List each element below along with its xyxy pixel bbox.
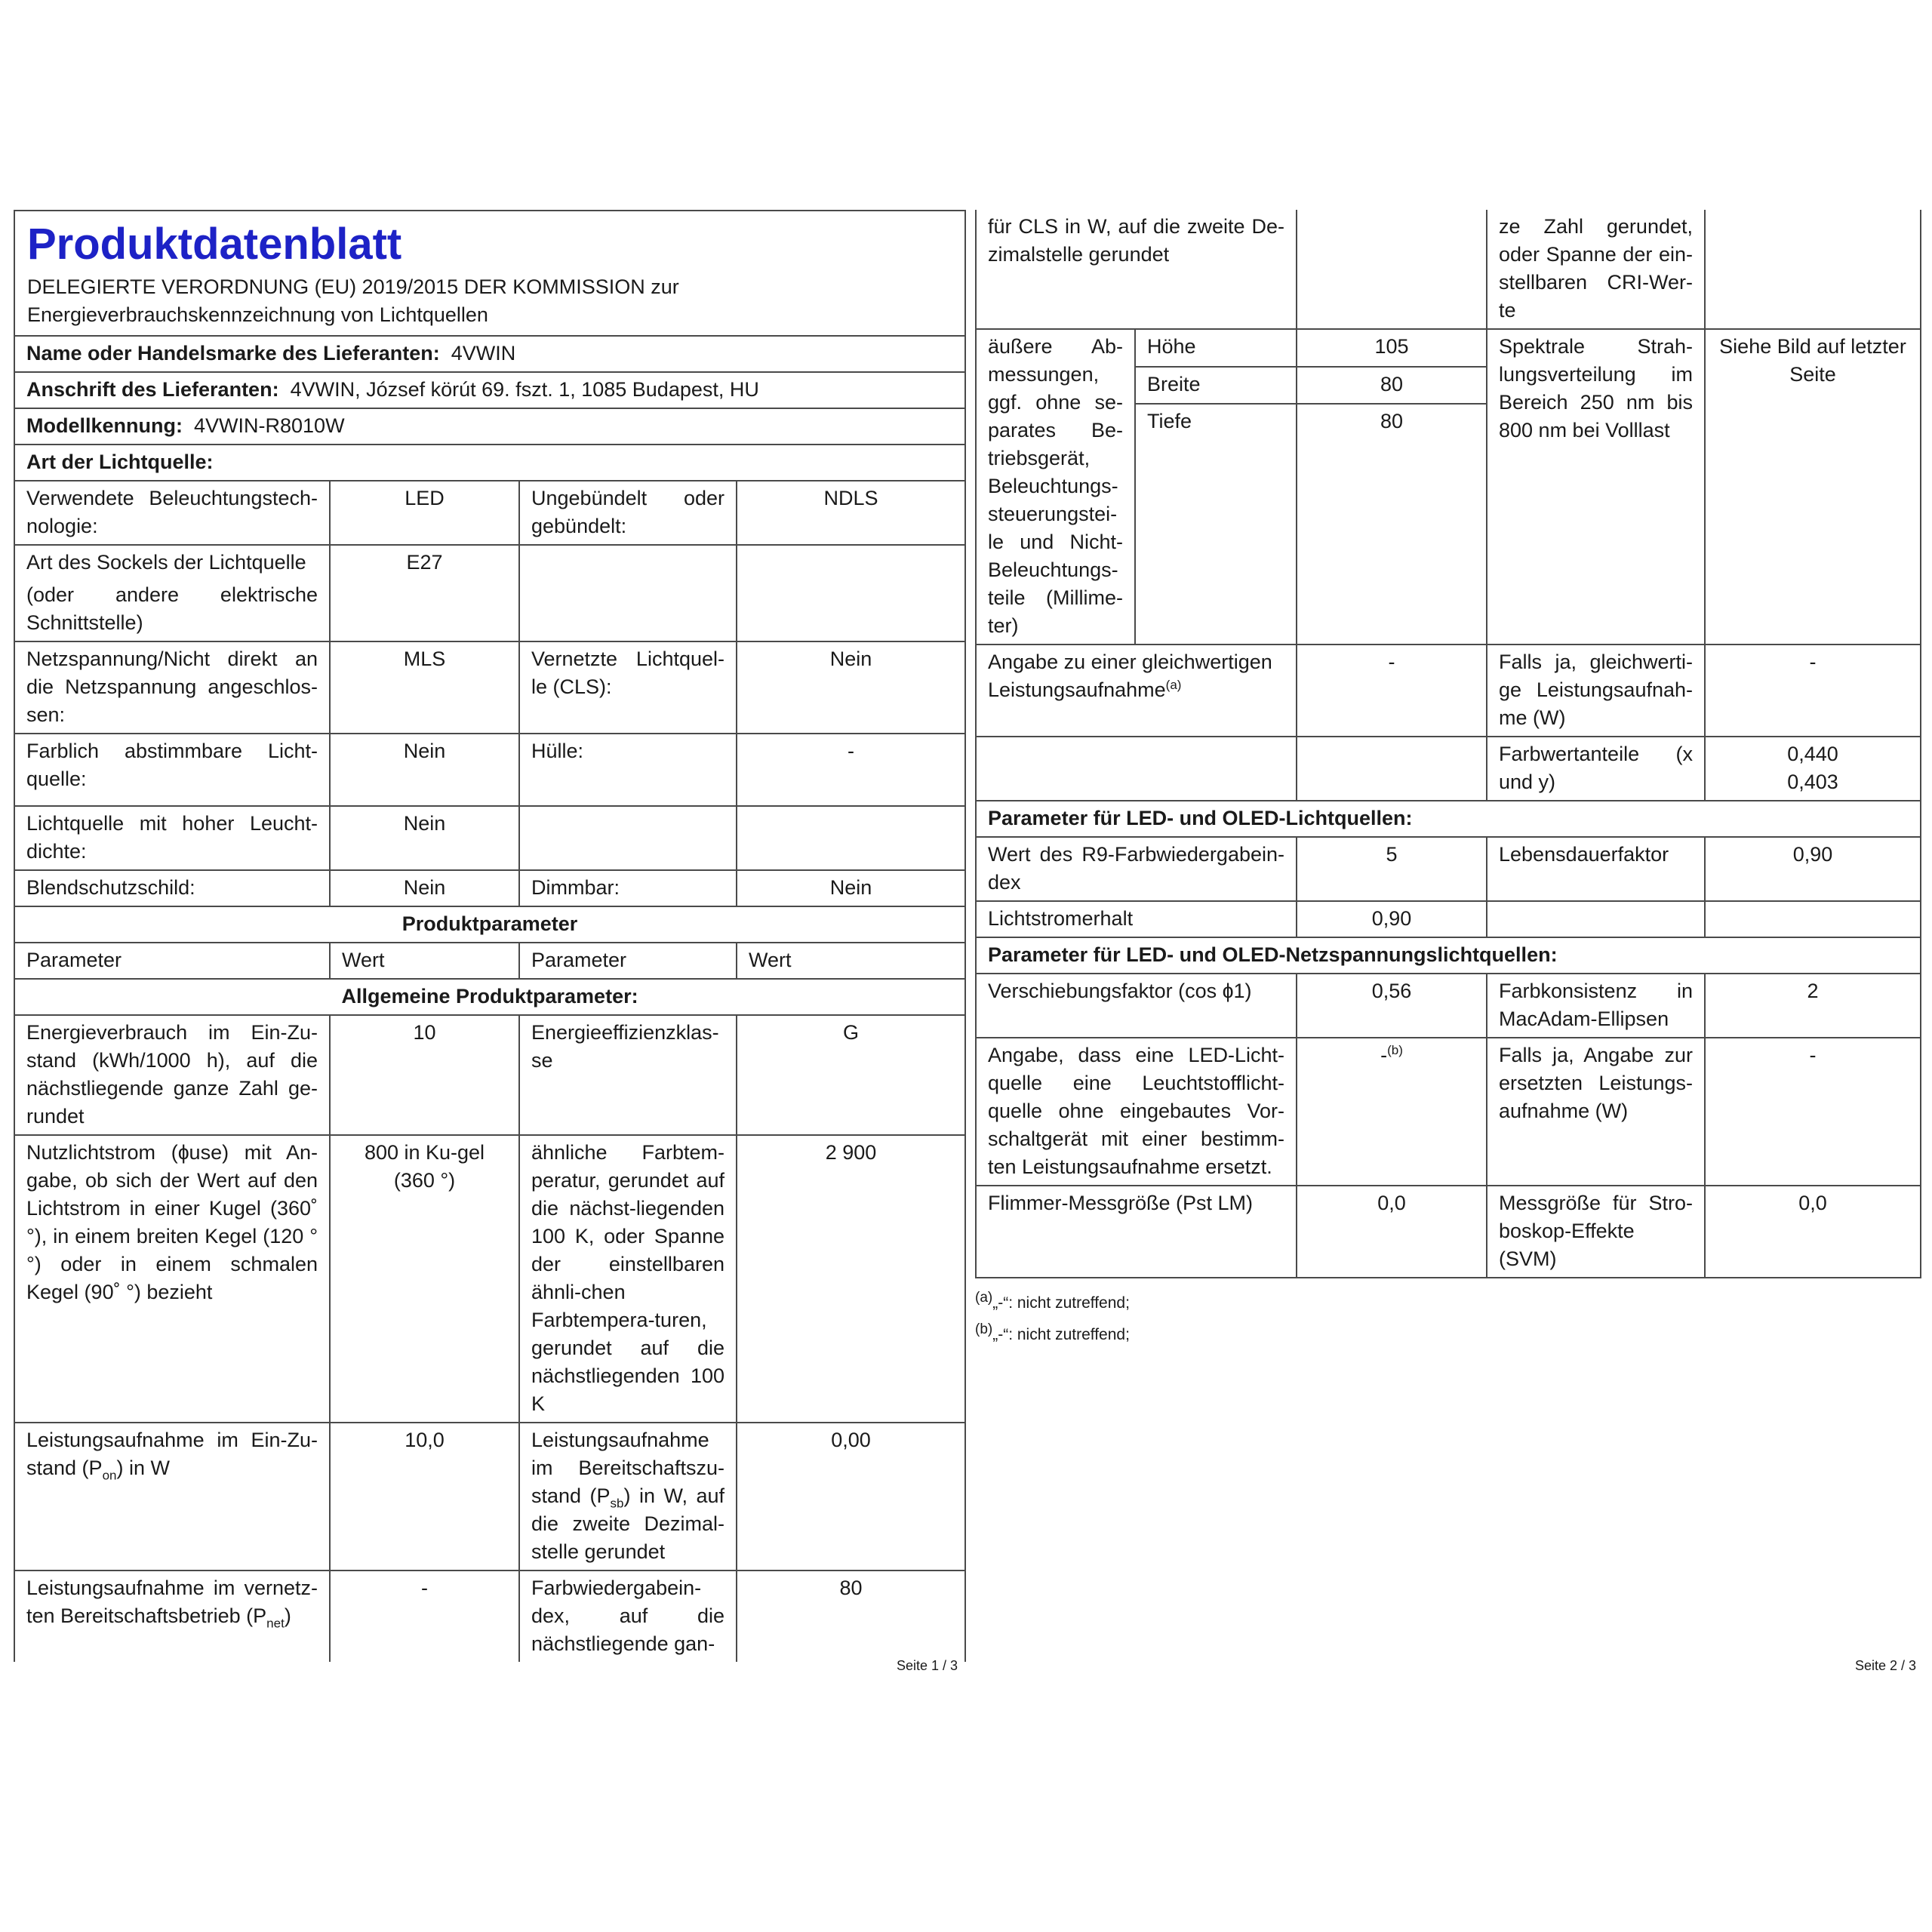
height-value: 105 xyxy=(1297,329,1487,367)
displacement-factor-label: Verschiebungsfaktor (cos ɸ1) xyxy=(976,974,1297,1038)
title-block xyxy=(14,211,965,336)
light-source-type-heading: Art der Lichtquelle: xyxy=(14,445,965,481)
chromaticity-value xyxy=(1705,737,1921,801)
on-mode-power-label: Leistungsaufnahme im Ein-Zu-stand $(P_{on})$ in W xyxy=(14,1423,330,1571)
chromaticity-y: 0,403 xyxy=(1787,771,1838,793)
cap-label xyxy=(14,545,330,641)
page-number-2: Seite 2 / 3 xyxy=(1855,1658,1917,1673)
col-header-parameter: Parameter xyxy=(519,943,737,979)
tech-label: Verwendete Beleuchtungstech-nologie: xyxy=(14,481,330,545)
col-header-parameter: Parameter xyxy=(14,943,330,979)
standby-power-label: Leistungsaufnahme im Bereitschaftszu-stand $(P_{sb})$ in W, auf die zweite Dezimal-stelle gerundet xyxy=(519,1423,737,1571)
datasheet-page-2 xyxy=(975,210,1920,1351)
empty-cell xyxy=(519,545,737,641)
networked-standby-value: - xyxy=(330,1571,519,1662)
chromaticity-x: 0,440 xyxy=(1787,743,1838,765)
tech-value: LED xyxy=(330,481,519,545)
product-params-heading: Produktparameter xyxy=(14,906,965,943)
spectral-value: Siehe Bild auf letzter Seite xyxy=(1705,329,1921,645)
chromaticity-label: Farbwertanteile (x und y) xyxy=(1487,737,1705,801)
stroboscopic-label: Messgröße für Stro-boskop-Effekte (SVM) xyxy=(1487,1186,1705,1278)
replacement-claim-label: Angabe, dass eine LED-Licht-quelle eine Leuchtstofflicht-quelle ohne eingebautes Vor-schaltgerät mit einer bestimm-ten Leistungsaufnahme ersetzt. xyxy=(976,1038,1297,1186)
width-label: Breite xyxy=(1135,367,1297,405)
empty-cell xyxy=(1705,901,1921,937)
footnote-a: $^{(a)}$„-“: nicht zutreffend; xyxy=(975,1290,1130,1312)
energy-consumption-label: Energieverbrauch im Ein-Zu-stand (kWh/1000 h), auf die nächstliegende ganze Zahl ge-rundet xyxy=(14,1015,330,1135)
cri-value: 80 xyxy=(737,1571,965,1662)
flicker-label: Flimmer-Messgröße (Pst LM) xyxy=(976,1186,1297,1278)
empty-cell xyxy=(737,806,965,870)
depth-value: 80 xyxy=(1297,404,1487,645)
empty-cell xyxy=(976,737,1297,801)
dimmable-label: Dimmbar: xyxy=(519,870,737,906)
cap-label-note: (oder andere elektrische Schnittstelle) xyxy=(26,583,318,634)
datasheet-table-page-1 xyxy=(14,210,966,1662)
cap-value: E27 xyxy=(330,545,519,641)
high-luminance-label: Lichtquelle mit hoher Leucht-dichte: xyxy=(14,806,330,870)
page-title: Produktdatenblatt xyxy=(27,220,402,269)
supplier-address-row xyxy=(14,372,965,408)
energy-consumption-value: 10 xyxy=(330,1015,519,1135)
anti-glare-label: Blendschutzschild: xyxy=(14,870,330,906)
dimmable-value: Nein xyxy=(737,870,965,906)
displacement-factor-value: 0,56 xyxy=(1297,974,1487,1038)
equivalent-power-label: Angabe zu einer gleichwertigen Leistungsaufnahme$^{(a)}$ xyxy=(976,645,1297,737)
efficiency-class-label: Energieeffizienzklas-se xyxy=(519,1015,737,1135)
col-header-value: Wert xyxy=(330,943,519,979)
model-row xyxy=(14,408,965,445)
survival-factor-value: 0,90 xyxy=(1705,837,1921,901)
supplier-address-label: Anschrift des Lieferanten: xyxy=(26,378,279,401)
model-value: 4VWIN-R8010W xyxy=(194,414,345,437)
equivalent-power-claim-value: - xyxy=(1705,645,1921,737)
colour-consistency-label: Farbkonsistenz in MacAdam-Ellipsen xyxy=(1487,974,1705,1038)
stroboscopic-value: 0,0 xyxy=(1705,1186,1921,1278)
colour-tunable-label: Farblich abstimmbare Licht-quelle: xyxy=(14,734,330,806)
connected-value: Nein xyxy=(737,641,965,734)
colour-consistency-value: 2 xyxy=(1705,974,1921,1038)
luminous-flux-label: Nutzlichtstrom (ɸuse) mit An-gabe, ob sich der Wert auf den Lichtstrom in einer Kugel (360˚ °), in einem breiten Kegel (120 °°) oder in einem schmalen Kegel (90˚ °) bezieht xyxy=(14,1135,330,1423)
replaced-power-value: - xyxy=(1705,1038,1921,1186)
bundled-label: Ungebündelt oder gebündelt: xyxy=(519,481,737,545)
dimensions-label: äußere Ab-messungen, ggf. ohne se-parates Be-triebsgerät, Beleuchtungs-steuerungstei-le und Nicht-Beleuchtungs-teile (Millime-ter) xyxy=(976,329,1135,645)
colour-tunable-value: Nein xyxy=(330,734,519,806)
r9-label: Wert des R9-Farbwiedergabein-dex xyxy=(976,837,1297,901)
standby-power-value: 0,00 xyxy=(737,1423,965,1571)
model-label: Modellkennung: xyxy=(26,414,183,437)
cri-label-continued: ze Zahl gerundet, oder Spanne der ein-stellbaren CRI-Wer-te xyxy=(1487,210,1705,329)
supplier-name-row xyxy=(14,336,965,372)
flicker-value: 0,0 xyxy=(1297,1186,1487,1278)
efficiency-class-value: G xyxy=(737,1015,965,1135)
page-number-1: Seite 1 / 3 xyxy=(897,1658,958,1673)
lumen-maintenance-label: Lichtstromerhalt xyxy=(976,901,1297,937)
standby-power-continued: für CLS in W, auf die zweite De-zimalstelle gerundet xyxy=(976,210,1297,329)
general-params-heading: Allgemeine Produktparameter: xyxy=(14,979,965,1015)
cap-label-line: Art des Sockels der Lichtquelle xyxy=(26,551,306,574)
empty-cell xyxy=(1297,210,1487,329)
supplier-address-value: 4VWIN, József körút 69. fszt. 1, 1085 Budapest, HU xyxy=(290,378,759,401)
r9-value: 5 xyxy=(1297,837,1487,901)
depth-label: Tiefe xyxy=(1135,404,1297,645)
supplier-name-label: Name oder Handelsmarke des Lieferanten: xyxy=(26,342,440,365)
on-mode-power-value: 10,0 xyxy=(330,1423,519,1571)
datasheet-table-page-2 xyxy=(975,210,1921,1278)
cri-label: Farbwiedergabein-dex, auf die nächstliegende gan- xyxy=(519,1571,737,1662)
connected-label: Vernetzte Lichtquel-le (CLS): xyxy=(519,641,737,734)
empty-cell xyxy=(1705,210,1921,329)
bundled-value: NDLS xyxy=(737,481,965,545)
mains-value: MLS xyxy=(330,641,519,734)
luminous-flux-value: 800 in Ku-gel (360 °) xyxy=(330,1135,519,1423)
equivalent-power-claim-label: Falls ja, gleichwerti-ge Leistungsaufnah-me (W) xyxy=(1487,645,1705,737)
envelope-value: - xyxy=(737,734,965,806)
regulation-line-1: DELEGIERTE VERORDNUNG (EU) 2019/2015 DER KOMMISSION zur xyxy=(27,275,679,298)
regulation-line-2: Energieverbrauchskennzeichnung von Lichtquellen xyxy=(27,303,488,326)
survival-factor-label: Lebensdauerfaktor xyxy=(1487,837,1705,901)
networked-standby-label: Leistungsaufnahme im vernetz-ten Bereitschaftsbetrieb $(P_{net})$ xyxy=(14,1571,330,1662)
anti-glare-value: Nein xyxy=(330,870,519,906)
mains-label: Netzspannung/Nicht direkt an die Netzspannung angeschlos-sen: xyxy=(14,641,330,734)
mains-params-heading: Parameter für LED- und OLED-Netzspannungslichtquellen: xyxy=(976,937,1921,974)
empty-cell xyxy=(1297,737,1487,801)
empty-cell xyxy=(737,545,965,641)
footnotes xyxy=(975,1287,1920,1351)
replacement-claim-value: -$^{(b)}$ xyxy=(1297,1038,1487,1186)
replaced-power-label: Falls ja, Angabe zur ersetzten Leistungs-aufnahme (W) xyxy=(1487,1038,1705,1186)
col-header-value: Wert xyxy=(737,943,965,979)
lumen-maintenance-value: 0,90 xyxy=(1297,901,1487,937)
equivalent-power-value: - xyxy=(1297,645,1487,737)
width-value: 80 xyxy=(1297,367,1487,405)
height-label: Höhe xyxy=(1135,329,1297,367)
cct-value: 2 900 xyxy=(737,1135,965,1423)
envelope-label: Hülle: xyxy=(519,734,737,806)
footnote-b: $^{(b)}$„-“: nicht zutreffend; xyxy=(975,1321,1130,1343)
empty-cell xyxy=(519,806,737,870)
supplier-name-value: 4VWIN xyxy=(451,342,516,365)
high-luminance-value: Nein xyxy=(330,806,519,870)
led-params-heading: Parameter für LED- und OLED-Lichtquellen: xyxy=(976,801,1921,837)
cct-label: ähnliche Farbtem-peratur, gerundet auf die nächst-liegenden 100 K, oder Spanne der einstellbaren ähnli-chen Farbtempera-turen, gerundet auf die nächstliegenden 100 K xyxy=(519,1135,737,1423)
datasheet-page-1 xyxy=(14,210,964,1662)
spectral-label: Spektrale Strah-lungsverteilung im Bereich 250 nm bis 800 nm bei Volllast xyxy=(1487,329,1705,645)
empty-cell xyxy=(1487,901,1705,937)
